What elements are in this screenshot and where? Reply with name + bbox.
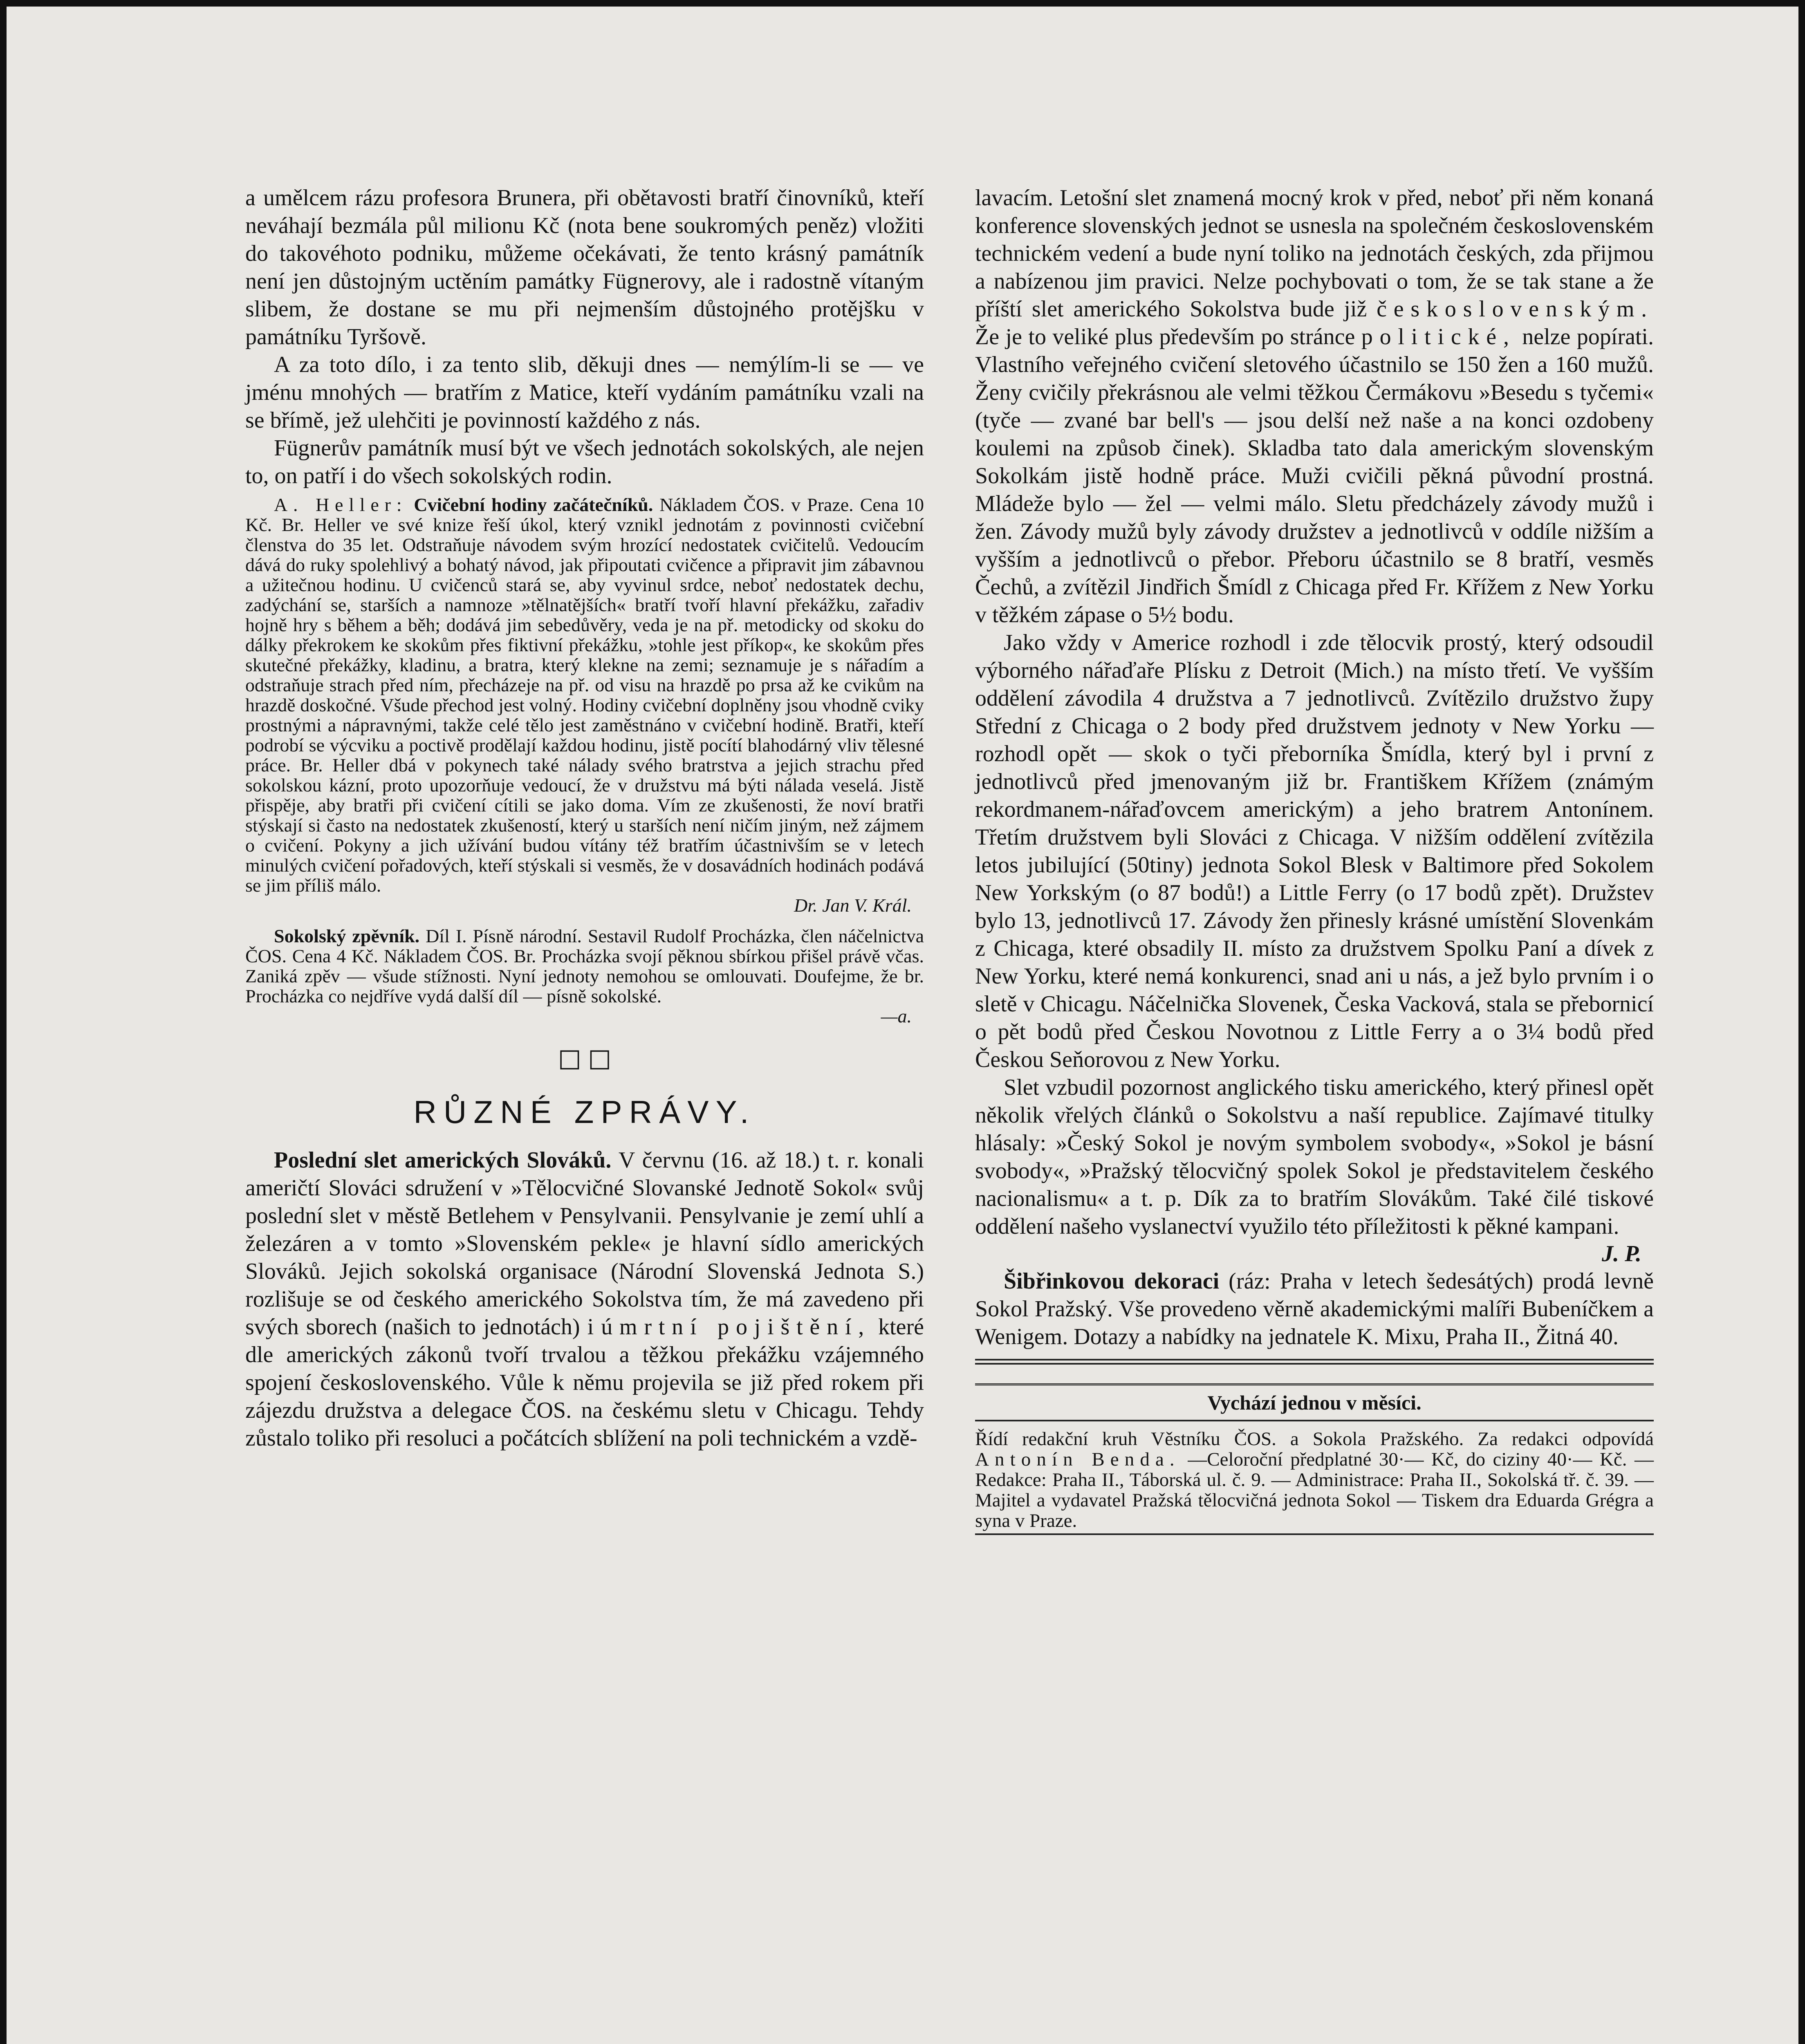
review-zpevnik [245, 926, 924, 1026]
news-title: Poslední slet amerických Slováků. [274, 1148, 612, 1173]
news-text: (ráz: Praha v letech šedesátých) prodá levně Sokol Pražský. Vše provedeno věrně akademickými malíři Bubeníčkem a Wenigem. Dotazy a nabídky na jednatele K. Mixu, Praha II., Žitná 40. [975, 1269, 1654, 1349]
publication-frequency: Vychází jednou v měsíci. [975, 1383, 1654, 1421]
review-text: Nákladem ČOS. v Praze. Cena 10 Kč. Br. Heller ve své knize řeší úkol, který vznikl jednotám z povinnosti cvičební členstva do 35 let. Odstraňuje návodem svým hrozící nedostatek cvičitelů. Vedoucím dává do ruky spolehlivý a bohatý návod, jak připoutati cvičence a připravit jim zábavnou a užitečnou hodinu. U cvičenců stará se, aby vyvinul srdce, neboť nedostatek dechu, zadýchání se, starších a namnoze »tělnatějších« bratří tvoří hlavní překážku, zařadiv hojně hry s během a běh; dodává jim sebedůvěry, veda je na př. metodicky od skoku do dálky překrokem ke skokům přes fiktivní překážku, »tohle jest příkop«, ke skokům přes skutečné překážky, kladinu, a bratra, který klekne na zemi; seznamuje je s nářadím a odstraňuje strach před ním, přecházeje na př. od visu na hrazdě po prsa až ke cvikům na hrazdě doskočné. Všude přechod jest volný. Hodiny cvičební doplněny jsou vhodně cviky prostnými a nápravnými, takže celé tělo jest zaměstnáno v cvičební hodině. Bratři, kteří podrobí se výcviku a poctivě prodělají každou hodinu, jistě pocítí blahodárný vliv tělesné práce. Br. Heller dbá v pokynech také nálady svého bratrstva a jejich strachu před sokolskou kázní, proto upozorňuje vedoucí, že v družstvu má býti nálada veselá. Jistě přispěje, aby bratři při cvičení cítili se jako doma. Vím ze zkušenosti, že noví bratři stýskají si často na nedostatek zkušeností, který u starších není ničím jiným, než zájmem o cvičení. Pokyny a jich užívání budou vítány též bratřím účastnivším se v letech minulých cvičení pořadových, kteří stýskali si vesměs, že v dosavádních hodinách podává se jim příliš málo. [245, 494, 924, 896]
news-text: V červnu (16. až 18.) t. r. konali američtí Slováci sdružení v »Tělocvičné Slovanské Jednotě Sokol« svůj poslední slet v městě Betlehem v Pensylvanii. Pensylvanie je zemí uhlí a železáren a v tomto »Slovenském pekle« je hlavní sídlo amerických Slováků. Jejich sokolská organisace (Národní Slovenská Jednota S.) rozlišuje se od českého amerického Sokolstva tím, že má zavedeno při svých sborech (našich to jednotách) i [245, 1148, 924, 1340]
news-emphasis: československým. [1377, 296, 1654, 322]
news-emphasis: politické, [1361, 324, 1516, 350]
paragraph: A za toto dílo, i za tento slib, děkuji dnes — nemýlím-li se — ve jménu mnohých — bratřím z Matice, kteří vydáním památníku vzali na se břímě, jež ulehčiti je povinností každého z nás. [245, 352, 924, 433]
section-heading: RŮZNÉ ZPRÁVY. [413, 1094, 756, 1130]
editor-name: Antonín Benda. [975, 1449, 1180, 1470]
section-ornament: ☐ ☐ [558, 1046, 612, 1075]
review-text: Díl I. Písně národní. Sestavil Rudolf Procházka, člen náčelnictva ČOS. Cena 4 Kč. Nákladem ČOS. Br. Procházka svojí pěknou sbírkou přišel právě včas. Zaniká zpěv — všude stížnosti. Nyní jednoty nemohou se omlouvati. Doufejme, že br. Procházka co nejdříve vydá další díl — písně sokolské. [245, 926, 924, 1006]
review-title: Cvičební hodiny začátečníků. [414, 494, 653, 515]
paragraph: Fügnerův památník musí být ve všech jednotách sokolských, ale nejen to, on patří i do všech sokolských rodin. [245, 435, 924, 489]
imprint: Řídí redakční kruh Věstníku ČOS. a Sokola Pražského. Za redakci odpovídá Antonín Benda. —Celoroční předplatné 30·— Kč, do ciziny 40·— Kč. — Redakce: Praha II., Táborská ul. č. 9. — Administrace: Praha II., Sokolská tř. č. 39. — Majitel a vydavatel Pražská tělocvičná jednota Sokol — Tiskem dra Eduarda Grégra a syna v Praze. [975, 1429, 1654, 1535]
news-slet [245, 1146, 924, 1452]
right-column [975, 184, 1654, 1535]
review-signature: Dr. Jan V. Král. [794, 895, 912, 916]
paragraph: Slet vzbudil pozornost anglického tisku amerického, který přinesl opět několik vřelých článků o Sokolstvu a naší republice. Zajímavé titulky hlásaly: »Český Sokol je novým symbolem svobody«, »Sokol je básní svobody«, »Pražský tělocvičný spolek Sokol je představitelem českého nacionalismu« a t. p. Dík za to bratřím Slovákům. Také čilé tiskové oddělení našeho vyslanectví využilo této příležitosti k pěkné kampani. [975, 1075, 1654, 1239]
review-title: Sokolský zpěvník. [274, 926, 420, 946]
news-title: Šibřinkovou dekoraci [1004, 1269, 1220, 1294]
review-heller [245, 495, 924, 915]
paragraph: Jako vždy v Americe rozhodl i zde tělocvik prostý, který odsoudil výborného nářaďaře Plísku z Detroit (Mich.) na místo třetí. Ve vyšším oddělení závodila 4 družstva a 7 jednotlivců. Zvítězilo družstvo župy Střední z Chicaga o 2 body před družstvem jednoty v New Yorku — rozhodl opět — skok o tyči přeborníka Šmídla, který byl i první z jednotlivců před jmenovaným již br. Františkem Křížem (známým rekordmanem-nářaďovcem americkým) a jeho bratrem Antonínem. Třetím družstvem byli Slováci z Chicaga. V nižším oddělení zvítězila letos jubilující (50tiny) jednota Sokol Blesk v Baltimore před Sokolem New Yorkským (o 87 bodů!) a Little Ferry (o 17 bodů zpět). Družstev bylo 13, jednotlivců 17. Závody žen přinesly krásné umístění Slovenkám z Chicaga, které obsadily II. místo za družstvem Spolku Paní a dívek z New Yorku, které nemá konkurenci, snad ani u nás, a jež bylo prvním i o sletě v Chicagu. Náčelnička Slovenek, Česka Vacková, stala se přebornicí o pět bodů před Českou Novotnou z Little Ferry a o 3¼ bodů před Českou Seňorovou z New Yorku. [975, 630, 1654, 1072]
paragraph: lavacím. Letošní slet znamená mocný krok v před, neboť při něm konaná konference slovenských jednot se usnesla na společném československém technickém vedení a bude nyní toliko na jednotách českých, zda přijmou a nabízenou jim pravici. Nelze pochybovati o tom, že se tak stane a že příští slet amerického Sokolstva bude již československým. Že je to veliké plus především po stránce politické, nelze popírati. Vlastního veřejného cvičení sletového účastnilo se 150 žen a 160 mužů. Ženy cvičily překrásnou ale velmi těžkou Čermákovu »Besedu s tyčemi« (tyče — zvané bar bell's — jsou delší než naše a na konci ozdobeny koulemi na způsob činek). Skladba tato dala americkým slovenským Sokolkám jistě hodně práce. Muži cvičili pěkná původní prostná. Mládeže bylo — žel — velmi málo. Sletu předcházely závody mužů i žen. Závody mužů byly závody družstev a jednotlivců v oddíle nižším a vyšším a jednotlivců o přebor. Přeboru účastnilo se 8 bratří, vesměs Čechů, a zvítězil Jindřich Šmídl z Chicaga před Fr. Křížem z New Yorku v těžkém zápase o 5½ bodu. [975, 185, 1654, 628]
review-author: A. Heller: [274, 494, 408, 515]
news-sibrinky [975, 1267, 1654, 1351]
news-emphasis: úmrtní pojištění, [601, 1314, 871, 1340]
divider [975, 1359, 1654, 1365]
review-signature: —a. [881, 1006, 912, 1026]
left-column [245, 184, 924, 1452]
news-text: které dle amerických zákonů tvoří trvalou a těžkou překážku vzájemného spojení československého. Vůle k němu projevila se již před rokem při zájezdu družstva a delegace ČOS. na českému sletu v Chicagu. Tehdy zůstalo toliko při resoluci a počátcích sblížení na poli technickém a vzdě- [245, 1314, 924, 1451]
paragraph: a umělcem rázu profesora Brunera, při obětavosti bratří činovníků, kteří neváhají bezmála půl milionu Kč (nota bene soukromých peněz) vložiti do takovéhoto podniku, můžeme očekávati, že tento krásný památník není jen důstojným uctěním památky Fügnerovy, ale i radostně vítaným slibem, že dostane se mu při nejmenším důstojného protějšku v památníku Tyršově. [245, 185, 924, 350]
news-signature: J. P. [1602, 1241, 1641, 1266]
divider [975, 1533, 1654, 1535]
